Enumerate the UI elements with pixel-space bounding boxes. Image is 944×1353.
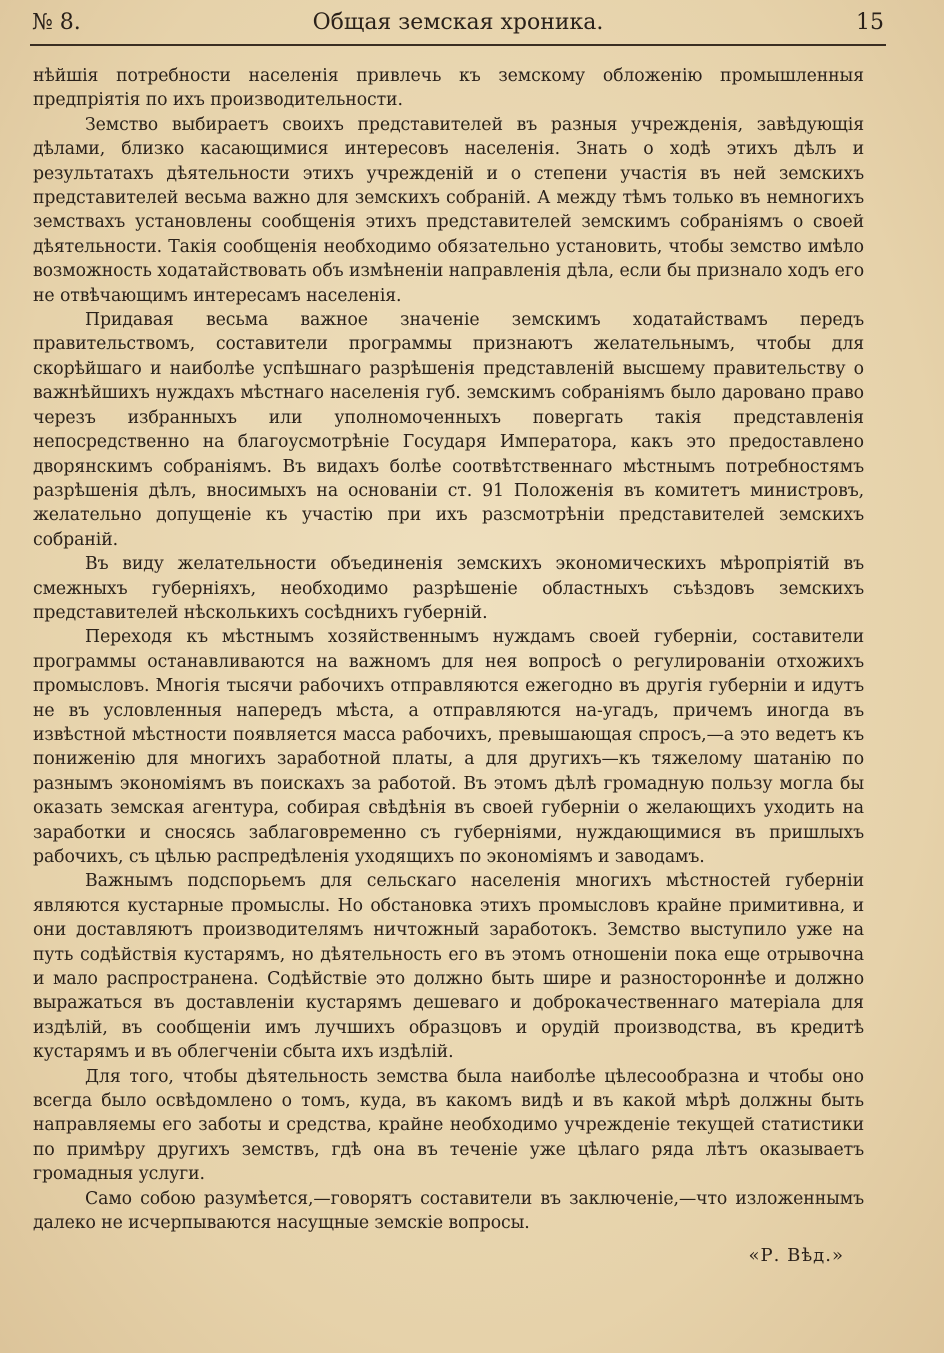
- page-number: 15: [856, 10, 884, 35]
- header-rule: [30, 44, 886, 46]
- source-attribution: «Р. Вѣд.»: [748, 1245, 844, 1266]
- paragraph: нѣйшія потребности населенія привлечь къ земскому обложенію промышленныя предпріятія по ихъ производительности.: [33, 66, 864, 111]
- paragraph: Переходя къ мѣстнымъ хозяйственнымъ нуждамъ своей губерніи, составители программы останавливаются на важномъ для нея вопросѣ о регулированіи отхожихъ промысловъ. Многія тысячи рабочихъ отправляются ежегодно въ другія губерніи и идутъ не въ условленныя напередъ мѣста, а отправляются на-угадъ, причемъ иногда въ извѣстной мѣстности появляется масса рабочихъ, превышающая спросъ,—а это ведетъ къ пониженію для многихъ заработной платы, а для другихъ—къ тяжелому шатанію по разнымъ экономіямъ въ поискахъ за работой. Въ этомъ дѣлѣ громадную пользу могла бы оказать земская агентура, собирая свѣдѣнія въ своей губерніи о желающихъ уходить на заработки и сносясь заблаговременно съ губерніями, нуждающимися въ пришлыхъ рабочихъ, съ цѣлью распредѣленія уходящихъ по экономіямъ и заводамъ.: [33, 627, 864, 867]
- article-body: [33, 64, 864, 1236]
- running-header: [32, 6, 884, 40]
- paragraph: Само собою разумѣется,—говорятъ составители въ заключеніе,—что изложеннымъ далеко не исчерпываются насущные земскіе вопросы.: [33, 1188, 864, 1234]
- paragraph: Для того, чтобы дѣятельность земства была наиболѣе цѣлесообразна и чтобы оно всегда было освѣдомлено о томъ, куда, въ какомъ видѣ и въ какой мѣрѣ должны быть направляемы его заботы и средства, крайне необходимо учрежденіе текущей статистики по примѣру другихъ земствъ, гдѣ она въ теченіе уже цѣлаго ряда лѣтъ оказываетъ громадныя услуги.: [33, 1066, 864, 1185]
- section-title: Общая земская хроника.: [312, 10, 604, 35]
- paragraph: Въ виду желательности объединенія земскихъ экономическихъ мѣропріятій въ смежныхъ губерніяхъ, необходимо разрѣшеніе областныхъ съѣздовъ земскихъ представителей нѣсколькихъ сосѣднихъ губерній.: [33, 554, 864, 623]
- paragraph: Важнымъ подспорьемъ для сельскаго населенія многихъ мѣстностей губерніи являются кустарные промыслы. Но обстановка этихъ промысловъ крайне примитивна, и они доставляютъ производителямъ ничтожный заработокъ. Земство выступило уже на путь содѣйствія кустарямъ, но дѣятельность его въ этомъ отношеніи пока еще отрывочна и мало распространена. Содѣйствіе это должно быть шире и разностороннѣе и должно выражаться въ доставленіи кустарямъ дешеваго и доброкачественнаго матеріала для издѣлій, въ сообщеніи имъ лучшихъ образцовъ и орудій производства, въ кредитѣ кустарямъ и въ облегченіи сбыта ихъ издѣлій.: [33, 871, 864, 1063]
- paragraph: Земство выбираетъ своихъ представителей въ разныя учрежденія, завѣдующія дѣлами, близко касающимися интересовъ населенія. Знать о ходѣ этихъ дѣлъ и результатахъ дѣятельности этихъ учрежденій и о степени участія въ ней земскихъ представителей весьма важно для земскихъ собраній. А между тѣмъ только въ немногихъ земствахъ установлены сообщенія этихъ представителей земскимъ собраніямъ о своей дѣятельности. Такія сообщенія необходимо обязательно установить, чтобы земство имѣло возможность ходатайствовать объ измѣненіи направленія дѣла, если бы признало ходъ его не отвѣчающимъ интересамъ населенія.: [33, 114, 864, 306]
- issue-number: № 8.: [32, 10, 81, 35]
- paragraph: Придавая весьма важное значеніе земскимъ ходатайствамъ передъ правительствомъ, составители программы признаютъ желательнымъ, чтобы для скорѣйшаго и наиболѣе успѣшнаго разрѣшенія представленій высшему правительству о важнѣйшихъ нуждахъ мѣстнаго населенія губ. земскимъ собраніямъ было даровано право черезъ избранныхъ или уполномоченныхъ повергать такія представленія непосредственно на благоусмотрѣніе Государя Императора, какъ это предоставлено дворянскимъ собраніямъ. Въ видахъ болѣе соотвѣтственнаго мѣстнымъ потребностямъ разрѣшенія дѣлъ, вносимыхъ на основаніи ст. 91 Положенія въ комитетъ министровъ, желательно допущеніе къ участію при ихъ разсмотрѣніи представителей земскихъ собраній.: [33, 310, 864, 550]
